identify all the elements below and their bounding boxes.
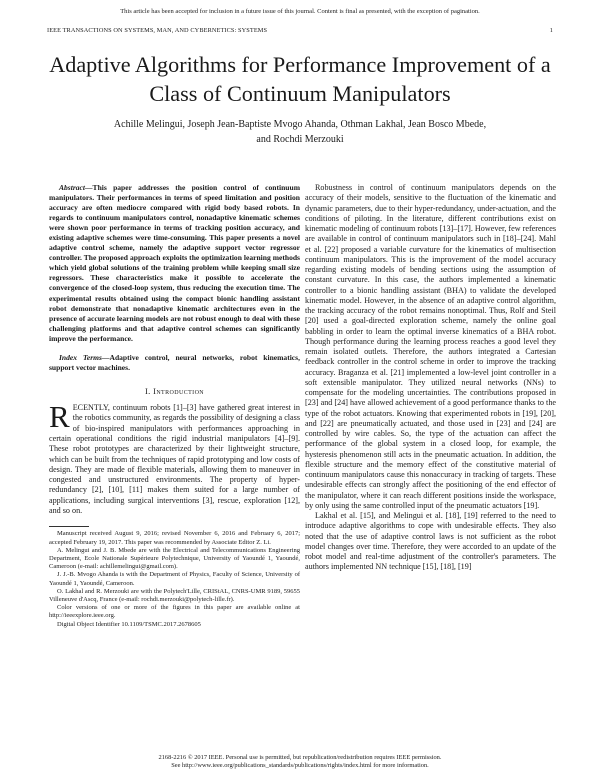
body-paragraph-1: Robustness in control of continuum manipulators depends on the accuracy of their models, sensitive to the fluctuation of the kinematic and dynamic parameters, due to their hyper-redundancy, under-actuation, and the conditions of piloting. In the literature, different contributions exist on kinematic modeling of continuum robots [13]–[17]. However, few references are available in control of continuum manipulators such in [18]–[24]. Mahl et al. [22] proposed a variable curvature for the kinematics of multisection continuum manipulators. This is the improvement of the model accuracy regarding existing models of bending sections using the assumption of constant curvature. In this case, the authors implemented a kinematic controller to a bionic handling assistant (BHA) to validate the developed kinematic model. However, in the absence of an adaptive control algorithm, the tracking accuracy of the robot remains nonoptimal. Thus, Rolf and Steil [20] used a goal-directed exploration scheme, namely the online goal babbling in order to learn the optimal inverse kinematics of a BHA robot. Though performance during the learning process reaches a good level they remain isolated outlets. Therefore, the authors integrated a Cartesian feedback controller in the control scheme in order to improve the tracking accuracy. Braganza et al. [21] implemented a low-level joint controller in a soft extensible manipulator. They utilized neural networks (NNs) to compensate for the modeling uncertainties. The contributions proposed in [23] and [24] have allowed achievement of a good performance thanks to the type of the robot actuators. Knowing that experimented robots in [19], [20], and [22] are pneumatically actuated, and those used in [23] and [24] are controlled by wire cables. So, the type of the actuation can affect the performance of the global system in a closed loop, for example, the hysteresis phenomenon still acts in the pneumatic actuation. In addition, the flexible structure and the memory effect of the constitutive material of continuum manipulators cause this nonaccuracy in tracking of targets. These undesirable effects can strongly affect the positioning of the end effector of the manipulator, where it can reach different positions inside the workspace, by only using the same controlled input of the pneumatic actuators [19]. [305,183,557,510]
footnote-affiliation-3: O. Lakhal and R. Merzouki are with the Polytech'Lille, CRIStAL, CNRS-UMR 9189, 59655 Villeneuve d'Ascq, France (e-mail: rochdi.merzouki@polytech-lille.fr). [49,587,300,603]
abstract-lead: Abstract— [59,183,93,192]
footnote-color-versions: Color versions of one or more of the figures in this paper are available online at http://ieeexplore.ieee.org. [49,604,300,620]
section-heading-introduction [49,387,300,397]
author-list [60,118,540,147]
copyright-line-2: See http://www.ieee.org/publications_standards/publications/rights/index.html for more information. [171,762,429,770]
footnote-affiliation-1: A. Melingui and J. B. Mbede are with the Electrical and Telecommunications Engineering Department, Ecole Nationale Supérieure Polytechnique, University of Yaoundé 1, Yaoundé, Cameroon (e-mail: achillemelingui@gmail.com). [49,546,300,571]
paper-title: Adaptive Algorithms for Performance Improvement of a Class of Continuum Manipulators [49,52,551,106]
right-column [305,183,556,573]
introduction-paragraph [49,399,300,516]
index-terms-text: Adaptive control, neural networks, robot kinematics, support vector machines. [49,352,300,372]
footnote-doi: Digital Object Identifier 10.1109/TSMC.2017.2678605 [57,620,201,628]
intro-text: continuum robots [1]–[3] have gathered great interest in the robotics community, as regards the possibility of designing a class of bio-inspired manipulators with performances approaching in certain operational conditions the rigid industrial manipulators [4]–[9]. These robot prototypes are characterized by their lightweight structure, which can be built from the techniques of rapid prototyping and low costs of design. They are made of flexible materials, allowing them to maneuver in congested and unstructured environments. The property of hyper-redundancy [2], [10], [11] makes them suited for a large number of applications, including surgical interventions [3], rescue, exploration [12], and so on. [49,403,300,516]
left-column [49,183,300,629]
intro-first-word: ECENTLY, [72,403,110,413]
footnote-manuscript: Manuscript received August 9, 2016; revised November 6, 2016 and February 6, 2017; accepted February 19, 2017. This paper was recommended by Associate Editor Z. Li. [49,530,300,546]
acceptance-notice: This article has been accepted for inclusion in a future issue of this journal. Content is final as presented, with the exception of pagination. [120,8,480,15]
authors-line-2: and Rochdi Merzouki [256,133,344,145]
abstract-text: This paper addresses the position control of continuum manipulators. Their performances in terms of speed limitation and position accuracy are often mediocre compared with rigid body based robots. In regards to continuum manipulators control, nonadaptive kinematic schemes were shown poor performance in terms of tracking position accuracy, and existing adaptive schemes were time-consuming. This paper presents a novel adaptive control scheme, namely the adaptive support vector regressor controller. The proposed approach exploits the optimization learning methods which yield global solutions of the training problem while keeping small size regressors. These characteristics make it possible to accelerate the convergence of the closed-loop system, thus reducing the execution time. The experimental results obtained using the compact bionic handling assistant robot demonstrate that nonadaptive kinematic architectures even in the presence of accurate learning models are not robust enough to deal with these challenging platforms and that adaptive control schemes can significantly improve the performance. [49,183,300,343]
footnotes [49,530,300,628]
section-title: Introduction [153,386,205,396]
drop-cap: R [49,399,70,435]
authors-line-1: Achille Melingui, Joseph Jean-Baptiste Mvogo Ahanda, Othman Lakhal, Jean Bosco Mbede, [113,119,487,130]
page-number: 1 [549,27,553,34]
section-numeral: I. [144,386,154,396]
footnote-affiliation-2: J. J.-B. Mvogo Ahanda is with the Department of Physics, Faculty of Science, University of Yaoundé 1, Yaoundé, Cameroon. [49,571,300,587]
copyright-line-1: 2168-2216 © 2017 IEEE. Personal use is permitted, but republication/redistribution requires IEEE permission. [158,754,442,761]
index-terms [49,353,300,373]
abstract [49,183,300,344]
journal-name: IEEE TRANSACTIONS ON SYSTEMS, MAN, AND CYBERNETICS: SYSTEMS [47,27,268,34]
footnote-rule [49,526,89,527]
copyright-notice [0,754,600,771]
body-paragraph-2: Lakhal et al. [15], and Melingui et al. [18], [19] referred to the need to introduce adaptive algorithms to cope with undesirable effects. They also noted that the use of adaptive control laws is not sufficient as the robot model changes over time. Therefore, they were accorded to an update of the robot model and real-time adjustment of the controller's parameters. The authors implemented NN technique [15], [18], [19] [305,511,556,572]
index-terms-lead: Index Terms— [59,352,110,362]
